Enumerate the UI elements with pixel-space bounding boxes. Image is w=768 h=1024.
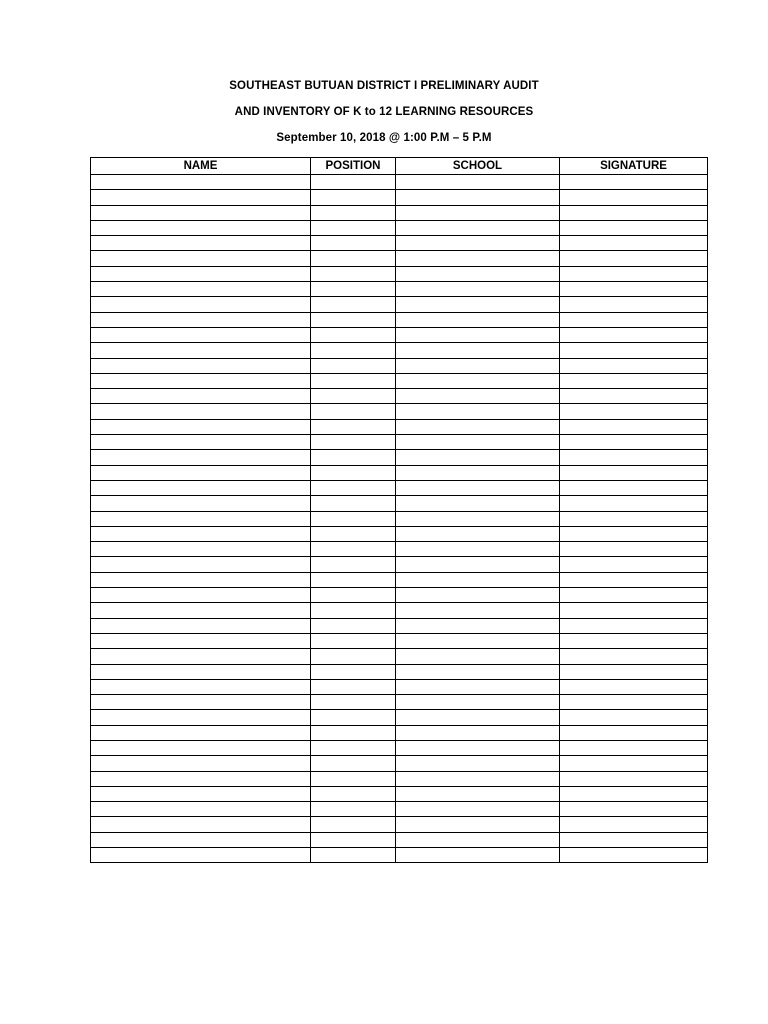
signature-cell (560, 572, 708, 587)
position-cell (311, 205, 396, 220)
position-cell (311, 756, 396, 771)
school-cell (396, 282, 560, 297)
signature-cell (560, 542, 708, 557)
signature-cell (560, 756, 708, 771)
name-cell (91, 496, 311, 511)
position-cell (311, 786, 396, 801)
name-cell (91, 358, 311, 373)
signature-cell (560, 435, 708, 450)
position-cell (311, 664, 396, 679)
table-row (91, 832, 708, 847)
table-row (91, 572, 708, 587)
name-cell (91, 266, 311, 281)
position-cell (311, 526, 396, 541)
school-cell (396, 848, 560, 863)
position-cell (311, 327, 396, 342)
signature-cell (560, 511, 708, 526)
position-cell (311, 358, 396, 373)
school-cell (396, 312, 560, 327)
table-row (91, 786, 708, 801)
signature-cell (560, 282, 708, 297)
school-cell (396, 419, 560, 434)
name-cell (91, 557, 311, 572)
school-cell (396, 526, 560, 541)
name-cell (91, 404, 311, 419)
school-cell (396, 496, 560, 511)
name-cell (91, 649, 311, 664)
table-row (91, 205, 708, 220)
table-row (91, 848, 708, 863)
school-cell (396, 358, 560, 373)
table-body (91, 175, 708, 863)
name-cell (91, 572, 311, 587)
table-row (91, 542, 708, 557)
table-row (91, 389, 708, 404)
position-cell (311, 190, 396, 205)
school-cell (396, 802, 560, 817)
table-row (91, 725, 708, 740)
signature-cell (560, 664, 708, 679)
position-cell (311, 572, 396, 587)
school-cell (396, 480, 560, 495)
position-cell (311, 557, 396, 572)
school-cell (396, 373, 560, 388)
position-cell (311, 832, 396, 847)
signature-cell (560, 603, 708, 618)
name-cell (91, 725, 311, 740)
position-cell (311, 695, 396, 710)
position-cell (311, 435, 396, 450)
position-cell (311, 511, 396, 526)
document-date-line: September 10, 2018 @ 1:00 P.M – 5 P.M (276, 132, 492, 144)
attendance-table (90, 157, 708, 863)
signature-cell (560, 327, 708, 342)
position-cell (311, 266, 396, 281)
signature-cell (560, 465, 708, 480)
school-cell (396, 557, 560, 572)
table-row (91, 404, 708, 419)
table-row (91, 496, 708, 511)
table-row (91, 373, 708, 388)
school-cell (396, 205, 560, 220)
school-cell (396, 389, 560, 404)
position-cell (311, 282, 396, 297)
document-title-line-2: AND INVENTORY OF K to 12 LEARNING RESOURCES (234, 106, 534, 118)
school-cell (396, 756, 560, 771)
position-cell (311, 175, 396, 190)
table-row (91, 450, 708, 465)
table-row (91, 282, 708, 297)
table-row (91, 297, 708, 312)
school-cell (396, 771, 560, 786)
school-cell (396, 327, 560, 342)
name-cell (91, 786, 311, 801)
table-row (91, 802, 708, 817)
table-row (91, 633, 708, 648)
name-cell (91, 251, 311, 266)
signature-cell (560, 205, 708, 220)
table-row (91, 419, 708, 434)
column-header-name: NAME (91, 158, 311, 175)
position-cell (311, 496, 396, 511)
position-cell (311, 419, 396, 434)
school-cell (396, 740, 560, 755)
name-cell (91, 312, 311, 327)
name-cell (91, 435, 311, 450)
table-row (91, 358, 708, 373)
table-row (91, 480, 708, 495)
name-cell (91, 282, 311, 297)
position-cell (311, 588, 396, 603)
signature-cell (560, 175, 708, 190)
name-cell (91, 618, 311, 633)
signature-cell (560, 297, 708, 312)
signature-cell (560, 526, 708, 541)
position-cell (311, 649, 396, 664)
school-cell (396, 588, 560, 603)
table-row (91, 603, 708, 618)
position-cell (311, 389, 396, 404)
table-row (91, 526, 708, 541)
signature-cell (560, 786, 708, 801)
school-cell (396, 679, 560, 694)
signature-cell (560, 848, 708, 863)
name-cell (91, 190, 311, 205)
school-cell (396, 450, 560, 465)
name-cell (91, 588, 311, 603)
table-row (91, 817, 708, 832)
column-header-position: POSITION (311, 158, 396, 175)
position-cell (311, 404, 396, 419)
table-row (91, 343, 708, 358)
table-row (91, 190, 708, 205)
signature-cell (560, 710, 708, 725)
name-cell (91, 419, 311, 434)
signature-cell (560, 557, 708, 572)
school-cell (396, 266, 560, 281)
school-cell (396, 832, 560, 847)
table-header-row (91, 158, 708, 175)
signature-cell (560, 695, 708, 710)
name-cell (91, 679, 311, 694)
signature-cell (560, 312, 708, 327)
school-cell (396, 297, 560, 312)
position-cell (311, 236, 396, 251)
table-row (91, 312, 708, 327)
signature-cell (560, 266, 708, 281)
name-cell (91, 603, 311, 618)
school-cell (396, 542, 560, 557)
table-row (91, 695, 708, 710)
table-row (91, 618, 708, 633)
school-cell (396, 465, 560, 480)
name-cell (91, 220, 311, 235)
school-cell (396, 603, 560, 618)
table-row (91, 236, 708, 251)
position-cell (311, 373, 396, 388)
signature-cell (560, 679, 708, 694)
school-cell (396, 251, 560, 266)
name-cell (91, 373, 311, 388)
school-cell (396, 695, 560, 710)
name-cell (91, 633, 311, 648)
position-cell (311, 542, 396, 557)
table-row (91, 771, 708, 786)
signature-cell (560, 220, 708, 235)
table-row (91, 251, 708, 266)
table-row (91, 679, 708, 694)
school-cell (396, 618, 560, 633)
signature-cell (560, 817, 708, 832)
document-title-line-1: SOUTHEAST BUTUAN DISTRICT I PRELIMINARY AUDIT (229, 80, 539, 92)
school-cell (396, 236, 560, 251)
position-cell (311, 802, 396, 817)
position-cell (311, 710, 396, 725)
table-row (91, 710, 708, 725)
position-cell (311, 771, 396, 786)
position-cell (311, 740, 396, 755)
school-cell (396, 633, 560, 648)
name-cell (91, 802, 311, 817)
signature-cell (560, 649, 708, 664)
school-cell (396, 817, 560, 832)
position-cell (311, 679, 396, 694)
position-cell (311, 297, 396, 312)
signature-cell (560, 496, 708, 511)
name-cell (91, 236, 311, 251)
school-cell (396, 572, 560, 587)
signature-cell (560, 802, 708, 817)
table-row (91, 649, 708, 664)
table-row (91, 557, 708, 572)
signature-cell (560, 588, 708, 603)
table-row (91, 465, 708, 480)
name-cell (91, 740, 311, 755)
signature-cell (560, 832, 708, 847)
name-cell (91, 526, 311, 541)
signature-cell (560, 373, 708, 388)
position-cell (311, 633, 396, 648)
signature-cell (560, 480, 708, 495)
table-row (91, 588, 708, 603)
name-cell (91, 175, 311, 190)
table-row (91, 664, 708, 679)
name-cell (91, 327, 311, 342)
signature-cell (560, 419, 708, 434)
name-cell (91, 664, 311, 679)
signature-cell (560, 450, 708, 465)
name-cell (91, 205, 311, 220)
signature-cell (560, 404, 708, 419)
table-row (91, 756, 708, 771)
name-cell (91, 817, 311, 832)
school-cell (396, 649, 560, 664)
name-cell (91, 450, 311, 465)
name-cell (91, 756, 311, 771)
position-cell (311, 465, 396, 480)
column-header-signature: SIGNATURE (560, 158, 708, 175)
school-cell (396, 435, 560, 450)
column-header-school: SCHOOL (396, 158, 560, 175)
signature-cell (560, 343, 708, 358)
signature-cell (560, 251, 708, 266)
school-cell (396, 175, 560, 190)
name-cell (91, 480, 311, 495)
signature-cell (560, 725, 708, 740)
signature-cell (560, 358, 708, 373)
name-cell (91, 343, 311, 358)
position-cell (311, 251, 396, 266)
signature-cell (560, 740, 708, 755)
name-cell (91, 695, 311, 710)
position-cell (311, 848, 396, 863)
table-row (91, 220, 708, 235)
position-cell (311, 450, 396, 465)
name-cell (91, 297, 311, 312)
position-cell (311, 725, 396, 740)
table-row (91, 740, 708, 755)
school-cell (396, 786, 560, 801)
signature-cell (560, 633, 708, 648)
position-cell (311, 312, 396, 327)
table-row (91, 435, 708, 450)
name-cell (91, 710, 311, 725)
school-cell (396, 404, 560, 419)
name-cell (91, 771, 311, 786)
position-cell (311, 618, 396, 633)
table-row (91, 175, 708, 190)
table-row (91, 266, 708, 281)
position-cell (311, 817, 396, 832)
school-cell (396, 710, 560, 725)
name-cell (91, 511, 311, 526)
name-cell (91, 389, 311, 404)
name-cell (91, 848, 311, 863)
name-cell (91, 465, 311, 480)
signature-cell (560, 618, 708, 633)
school-cell (396, 220, 560, 235)
signature-cell (560, 236, 708, 251)
signature-cell (560, 771, 708, 786)
name-cell (91, 542, 311, 557)
signature-cell (560, 389, 708, 404)
school-cell (396, 511, 560, 526)
position-cell (311, 343, 396, 358)
position-cell (311, 603, 396, 618)
signature-cell (560, 190, 708, 205)
table-row (91, 511, 708, 526)
school-cell (396, 664, 560, 679)
position-cell (311, 480, 396, 495)
school-cell (396, 725, 560, 740)
school-cell (396, 343, 560, 358)
name-cell (91, 832, 311, 847)
table-row (91, 327, 708, 342)
school-cell (396, 190, 560, 205)
position-cell (311, 220, 396, 235)
